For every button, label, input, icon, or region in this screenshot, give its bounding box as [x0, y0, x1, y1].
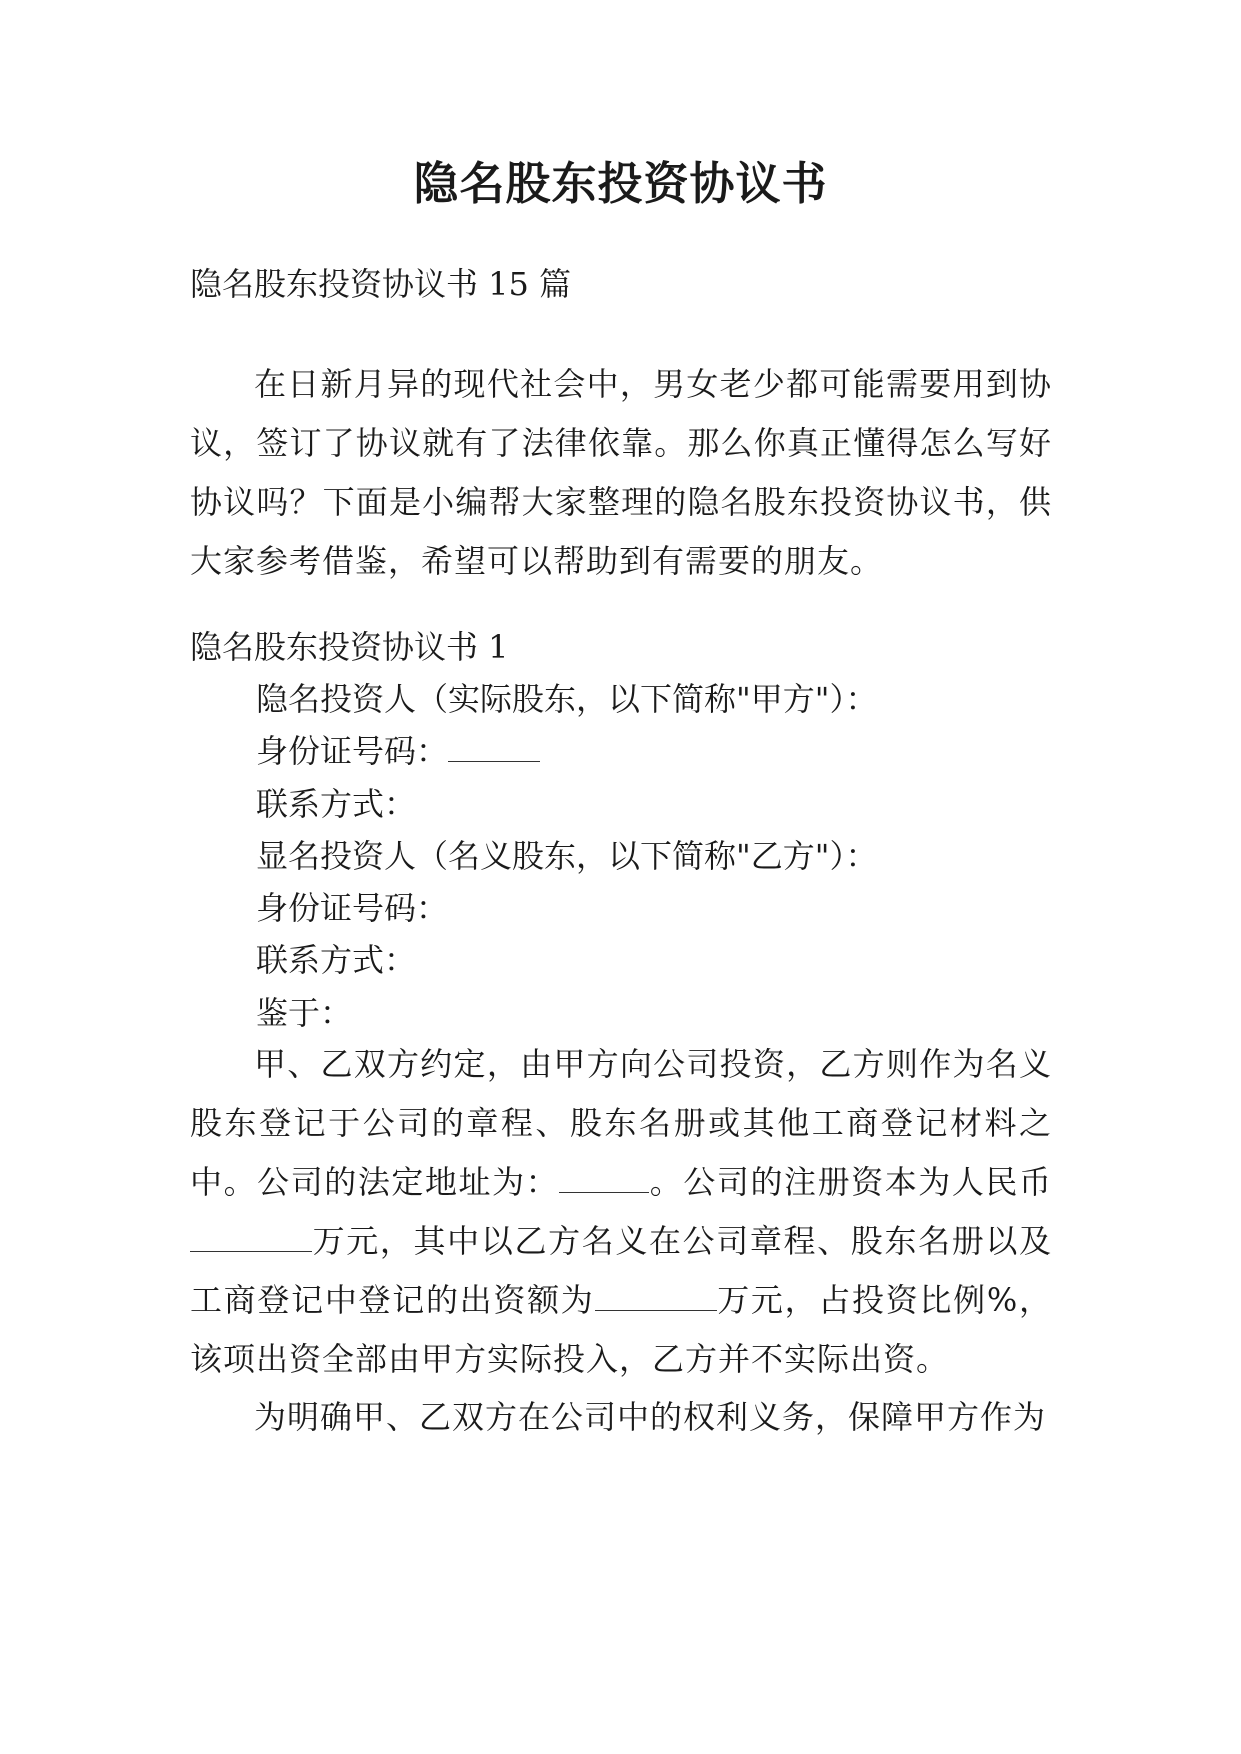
clause-1-part-2: 。公司的注册资本为人民币 [649, 1163, 1052, 1201]
clause-2-paragraph: 为明确甲、乙双方在公司中的权利义务，保障甲方作为 [254, 1398, 1047, 1436]
registered-capital-blank [190, 1223, 312, 1252]
party-a-label: 隐名投资人（实际股东，以下简称"甲方"）： [256, 680, 878, 718]
clause-1-paragraph [190, 1035, 1052, 1389]
clause-1-part-4: 万元，占投资比例%，该项出资全部由甲方实际投入，乙方并不实际出资。 [190, 1281, 1052, 1378]
party-b-contact-label: 联系方式： [256, 941, 417, 979]
company-address-blank [559, 1164, 649, 1193]
document-subtitle: 隐名股东投资协议书 15 篇 [190, 265, 572, 303]
party-a-id-line [256, 729, 540, 773]
party-a-id-label: 身份证号码： [256, 732, 449, 770]
clause-1-part-1: 甲、乙双方约定，由甲方向公司投资，乙方则作为名义股东登记于公司的章程、股东名册或其他工商登记材料之中。公司的法定地址为： [190, 1045, 1052, 1201]
party-a-contact-label: 联系方式： [256, 785, 417, 823]
party-b-label: 显名投资人（名义股东，以下简称"乙方"）： [256, 837, 878, 875]
clause-1-part-3: 万元，其中以乙方名义在公司章程、股东名册以及工商登记中登记的出资额为 [190, 1222, 1052, 1319]
intro-paragraph: 在日新月异的现代社会中，男女老少都可能需要用到协议，签订了协议就有了法律依靠。那么你真正懂得怎么写好协议吗？下面是小编帮大家整理的隐名股东投资协议书，供大家参考借鉴，希望可以帮助到有需要的朋友。 [190, 365, 1052, 580]
party-a-id-blank [448, 733, 540, 762]
document-title: 隐名股东投资协议书 [413, 157, 828, 210]
whereas-label: 鉴于： [256, 994, 353, 1032]
contribution-amount-blank [595, 1282, 717, 1311]
party-b-id-label: 身份证号码： [256, 889, 449, 927]
section-heading: 隐名股东投资协议书 1 [190, 628, 509, 666]
